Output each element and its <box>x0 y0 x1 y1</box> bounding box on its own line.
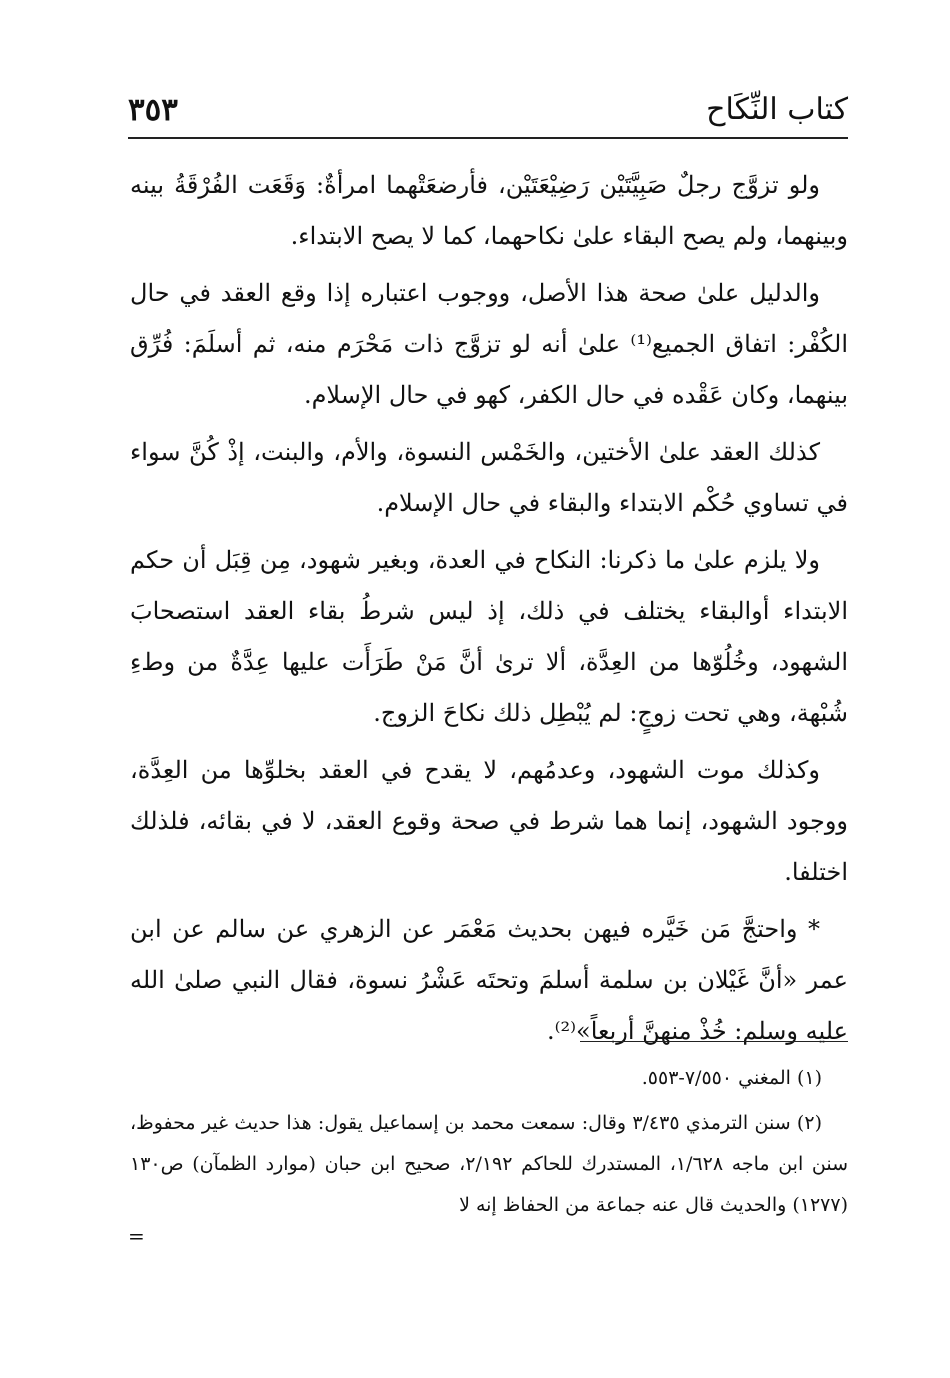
paragraph: ولا يلزم علىٰ ما ذكرنا: النكاح في العدة، وبغير شهود، مِن قِبَل أن حكم الابتداء أوالبقاء يختلف في ذلك، إذ ليس شرطُ بقاء العقد استصحابَ الشهود، وخُلُوّها من العِدَّة، ألا ترىٰ أنَّ مَنْ طَرَأَت عليها عِدَّةٌ من وطءِ شُبْهة، وهي تحت زوجٍ: لم يُبْطِل ذلك نكاحَ الزوج. <box>130 546 848 727</box>
header-divider <box>128 137 848 139</box>
main-text <box>130 160 848 1063</box>
footnote: (١) المغني ٧/٥٥٠-٥٥٣. <box>641 1067 822 1089</box>
paragraph: ولو تزوَّج رجلٌ صَبِيَّتَيْن رَضِيْعَتَيْن، فأرضعَتْهما امرأةٌ: وَقَعَت الفُرْقَةُ بينه وبينهما، ولم يصح البقاء علىٰ نكاحهما، كما لا يصح الابتداء. <box>130 171 848 250</box>
paragraph: * واحتجَّ مَن خَيَّره فيهن بحديث مَعْمَر عن الزهري عن سالم عن ابن عمر «أنَّ غَيْلان بن سلمة أسلمَ وتحتَه عَشْرُ نسوة، فقال النبي صلىٰ الله عليه وسلم: خُذْ منهنَّ أربعاً»⁽²⁾. <box>130 915 848 1045</box>
footnotes <box>130 1058 848 1230</box>
continuation-mark: = <box>128 1224 145 1248</box>
page-number: ٣٥٣ <box>128 92 178 128</box>
paragraph: والدليل علىٰ صحة هذا الأصل، ووجوب اعتباره إذا وقع العقد في حال الكُفْر: اتفاق الجميع⁽¹⁾ علىٰ أنه لو تزوَّج ذات مَحْرَم منه، ثم أسلَمَ: فُرِّق بينهما، وكان عَقْده في حال الكفر، كهو في حال الإسلام. <box>130 279 849 409</box>
paragraph: وكذلك موت الشهود، وعدمُهم، لا يقدح في العقد بخلوِّها من العِدَّة، ووجود الشهود، إنما هما شرط في صحة وقوع العقد، لا في بقائه، فلذلك اختلفا. <box>130 756 848 886</box>
footnote-divider <box>580 1041 848 1042</box>
paragraph: كذلك العقد علىٰ الأختين، والخَمْس النسوة، والأم، والبنت، إذْ كُنَّ سواء في تساوي حُكْم الابتداء والبقاء في حال الإسلام. <box>130 438 848 517</box>
running-title: كتاب النِّكَاح <box>706 92 848 127</box>
page-header <box>128 90 848 136</box>
footnote: (٢) سنن الترمذي ٣/٤٣٥ وقال: سمعت محمد بن إسماعيل يقول: هذا حديث غير محفوظ، سنن ابن ماجه ١/٦٢٨، المستدرك للحاكم ٢/١٩٢، صحيح ابن حبان (موارد الظمآن) ص١٣٠ (١٢٧٧) والحديث قال عنه جماعة من الحفاظ إنه لا <box>130 1112 848 1216</box>
